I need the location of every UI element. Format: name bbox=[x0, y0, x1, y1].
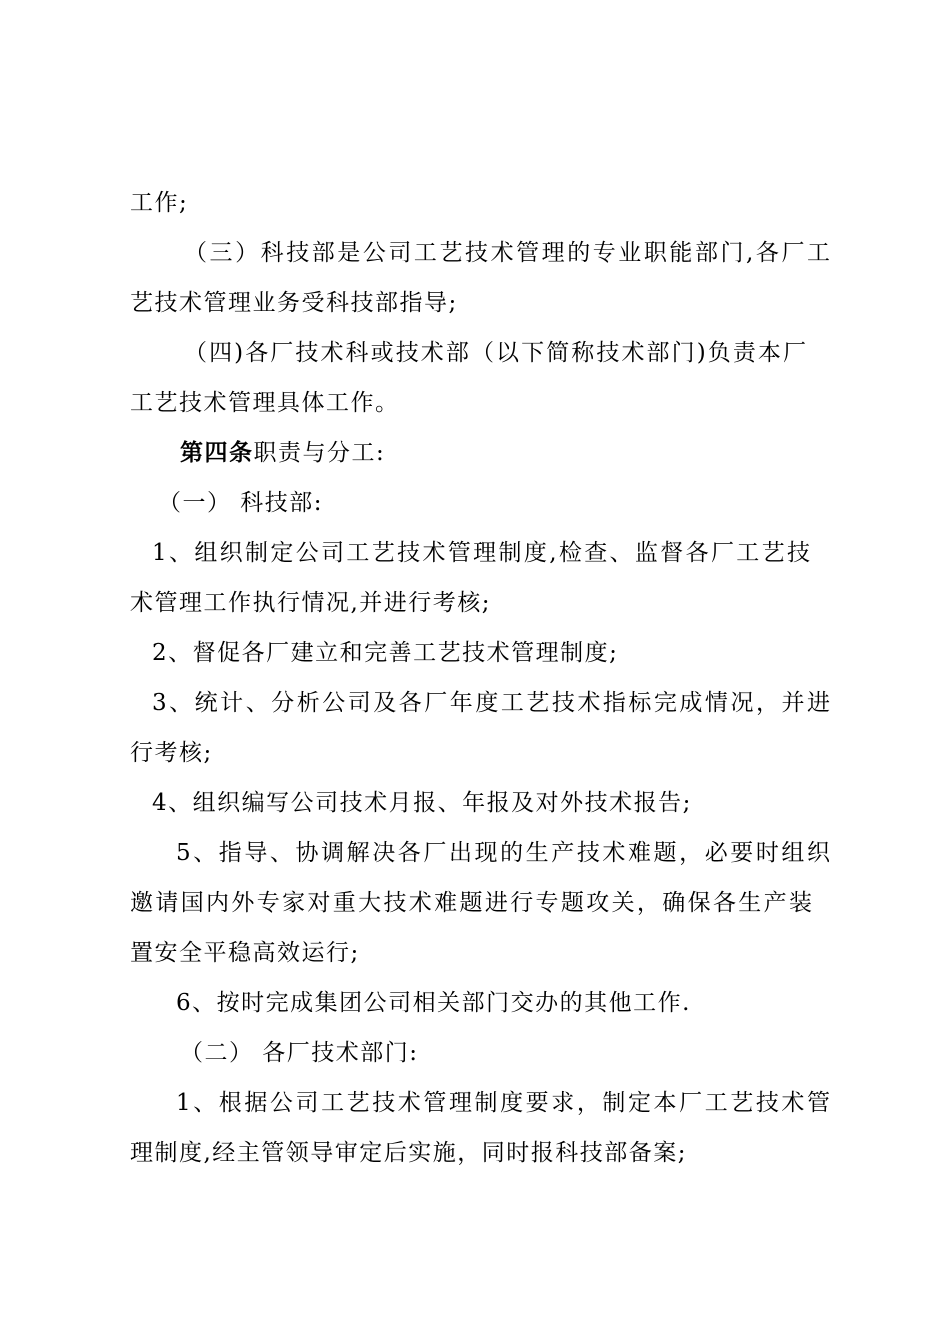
list-item: 4、组织编写公司技术月报、年报及对外技术报告; bbox=[152, 790, 692, 816]
list-item: 5、指导、协调解决各厂出现的生产技术难题，必要时组织 bbox=[176, 840, 830, 866]
section-heading: （二） 各厂技术部门: bbox=[180, 1040, 419, 1066]
text-line: 工艺技术管理具体工作。 bbox=[130, 390, 400, 416]
text-line: 工作; bbox=[130, 190, 189, 216]
text-line: 艺技术管理业务受科技部指导; bbox=[130, 290, 458, 316]
text-line: 邀请国内外专家对重大技术难题进行专题攻关，确保各生产装 bbox=[130, 890, 812, 916]
text-line: 术管理工作执行情况,并进行考核; bbox=[130, 590, 492, 616]
list-item: 3、统计、分析公司及各厂年度工艺技术指标完成情况，并进 bbox=[152, 690, 830, 716]
article-heading: 第四条 bbox=[180, 439, 254, 466]
text-line: （三）科技部是公司工艺技术管理的专业职能部门,各厂工 bbox=[184, 240, 830, 266]
text-line: 理制度,经主管领导审定后实施，同时报科技部备案; bbox=[130, 1140, 688, 1166]
list-item: 6、按时完成集团公司相关部门交办的其他工作. bbox=[176, 990, 691, 1016]
text-line: 行考核; bbox=[130, 740, 213, 766]
list-item: 1、根据公司工艺技术管理制度要求，制定本厂工艺技术管 bbox=[176, 1090, 830, 1116]
article-line bbox=[180, 438, 900, 468]
list-item: 2、督促各厂建立和完善工艺技术管理制度; bbox=[152, 640, 619, 666]
text-line: 置安全平稳高效运行; bbox=[130, 940, 360, 966]
list-item: 1、组织制定公司工艺技术管理制度,检查、监督各厂工艺技 bbox=[152, 540, 810, 566]
article-title: 职责与分工: bbox=[253, 440, 386, 466]
section-heading: （一） 科技部: bbox=[158, 490, 324, 516]
text-line: （四)各厂技术科或技术部（以下简称技术部门)负责本厂 bbox=[184, 340, 806, 366]
